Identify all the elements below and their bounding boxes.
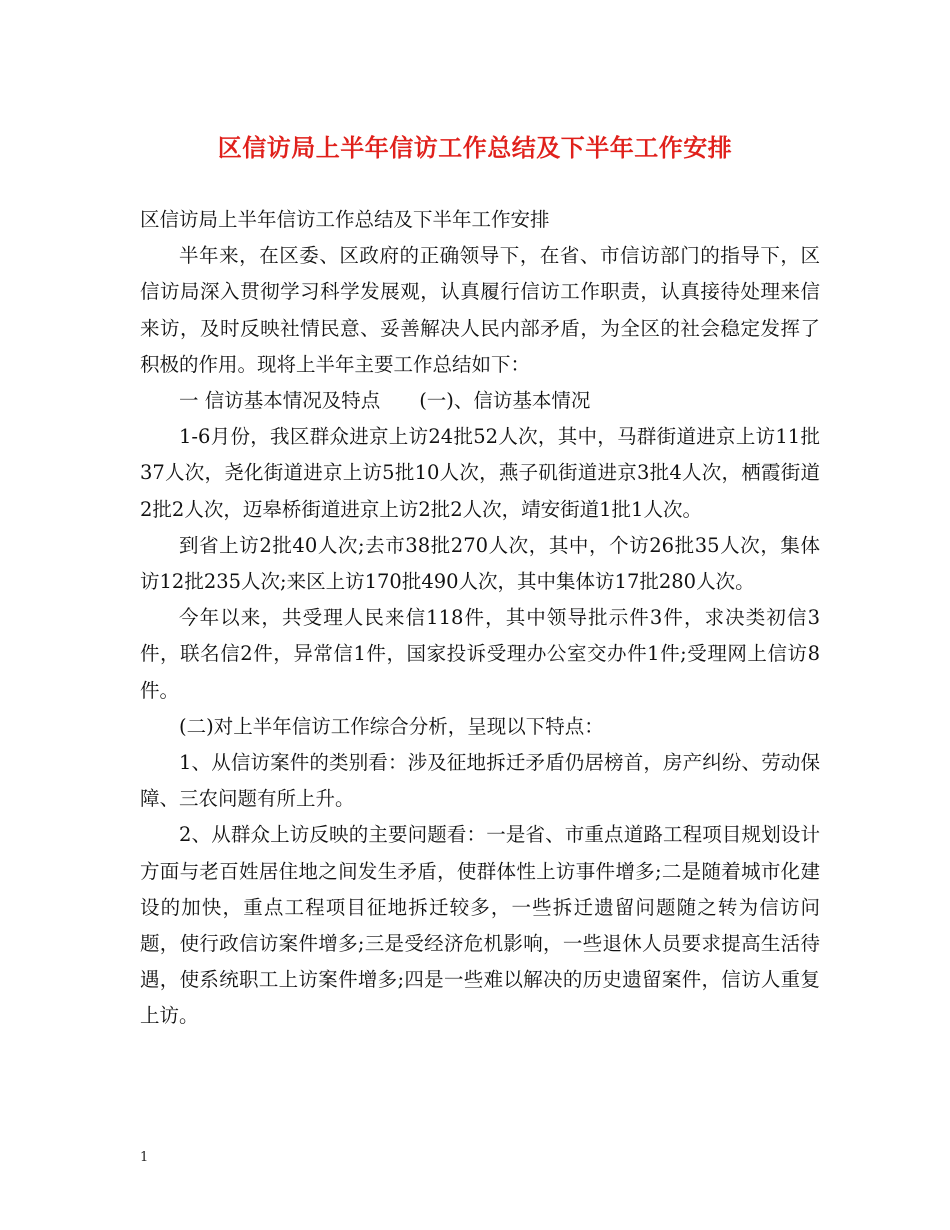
paragraph-section-heading: 一 信访基本情况及特点 (一)、信访基本情况 bbox=[179, 389, 591, 413]
paragraph-point-2: 2、从群众上访反映的主要问题看：一是省、市重点道路工程项目规划设计方面与老百姓居住地之间发生矛盾，使群体性上访事件增多;二是随着城市化建设的加快，重点工程项目征地拆迁较多，一些拆迁遗留问题随之转为信访问题，使行政信访案件增多;三是受经济危机影响，一些退休人员要求提高生活待遇，使系统职工上访案件增多;四是一些难以解决的历史遗留案件，信访人重复上访。 bbox=[140, 823, 820, 1028]
paragraph-letters: 今年以来，共受理人民来信118件，其中领导批示件3件，求决类初信3件，联名信2件，异常信1件，国家投诉受理办公室交办件1件;受理网上信访8件。 bbox=[140, 606, 820, 702]
paragraph-heading: 区信访局上半年信访工作总结及下半年工作安排 bbox=[140, 208, 550, 231]
paragraph-province-city-visits: 到省上访2批40人次;去市38批270人次，其中，个访26批35人次，集体访12批235人次;来区上访170批490人次，其中集体访17批280人次。 bbox=[140, 533, 820, 594]
page-number: 1 bbox=[140, 1150, 149, 1165]
paragraph-analysis-heading: (二)对上半年信访工作综合分析，呈现以下特点： bbox=[179, 714, 604, 738]
paragraph-point-1: 1、从信访案件的类别看：涉及征地拆迁矛盾仍居榜首，房产纠纷、劳动保障、三农问题有所上升。 bbox=[140, 751, 820, 811]
paragraph-beijing-visits: 1-6月份，我区群众进京上访24批52人次，其中，马群街道进京上访11批37人次，尧化街道进京上访5批10人次，燕子矶街道进京3批4人次，栖霞街道2批2人次，迈皋桥街道进京上访2批2人次，靖安街道1批1人次。 bbox=[140, 425, 820, 521]
document-title: 区信访局上半年信访工作总结及下半年工作安排 bbox=[217, 133, 733, 162]
document-body bbox=[140, 202, 820, 1035]
paragraph-intro: 半年来，在区委、区政府的正确领导下，在省、市信访部门的指导下，区信访局深入贯彻学习科学发展观，认真履行信访工作职责，认真接待处理来信来访，及时反映社情民意、妥善解决人民内部矛盾，为全区的社会稳定发挥了积极的作用。现将上半年主要工作总结如下： bbox=[140, 244, 820, 376]
